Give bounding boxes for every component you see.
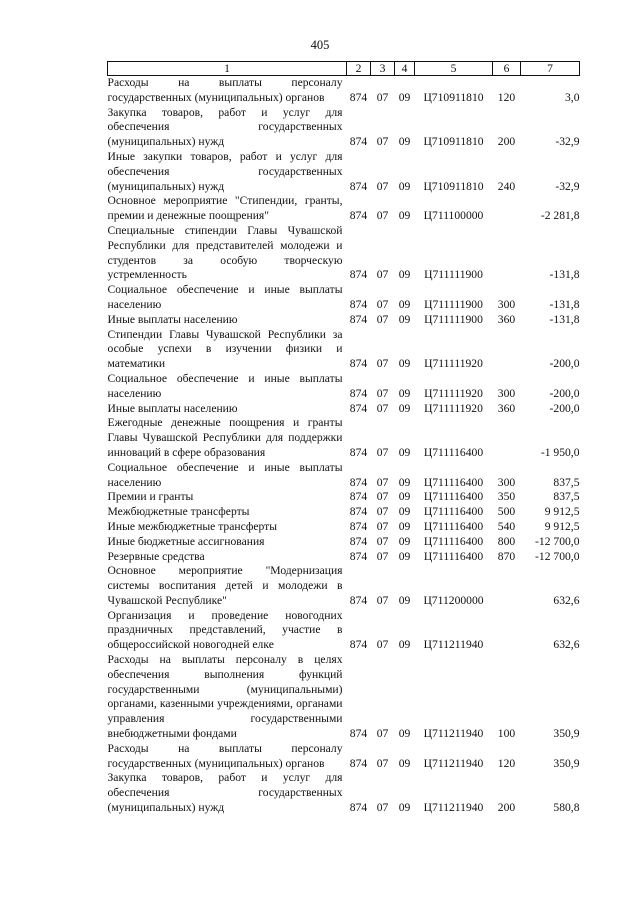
row-code-expense-type: 500 [497, 505, 516, 519]
row-amount: -200,0 [549, 386, 580, 400]
column-header-2: 2 [347, 62, 371, 76]
row-code-target: Ц711211940 [423, 727, 484, 741]
table-row [108, 771, 580, 815]
row-code-ministry: 874 [349, 357, 368, 371]
table-row [108, 106, 580, 150]
row-code-ministry: 874 [349, 505, 368, 519]
row-name: Социальное обеспечение и иные выплаты населению [107, 283, 343, 311]
row-code-subsection: 09 [398, 519, 411, 533]
row-code-subsection: 09 [398, 179, 411, 193]
row-amount: 837,5 [553, 475, 580, 489]
table-row [108, 150, 580, 194]
row-amount: 9 912,5 [544, 505, 580, 519]
row-code-expense-type [493, 328, 521, 372]
row-code-target: Ц711211940 [423, 756, 484, 770]
row-code-subsection: 09 [398, 534, 411, 548]
row-code-expense-type: 350 [497, 490, 516, 504]
row-code-section: 07 [376, 638, 389, 652]
row-name: Стипендии Главы Чувашской Республики за особые успехи в изучении физики и математики [107, 327, 343, 371]
row-amount: -200,0 [549, 401, 580, 415]
row-code-target: Ц711116400 [423, 534, 484, 548]
row-amount: -131,8 [549, 297, 580, 311]
row-code-target: Ц711111900 [424, 297, 483, 311]
row-amount: -32,9 [555, 135, 580, 149]
row-code-subsection: 09 [398, 209, 411, 223]
table-row [108, 194, 580, 224]
row-name: Иные закупки товаров, работ и услуг для обеспечения государственных (муниципальных) нужд [107, 149, 343, 193]
row-name: Социальное обеспечение и иные выплаты населению [107, 460, 343, 489]
row-code-target: Ц711116400 [423, 475, 484, 489]
row-code-subsection: 09 [398, 727, 411, 741]
row-code-target: Ц710911810 [423, 179, 484, 193]
row-code-target: Ц711111920 [424, 386, 483, 400]
row-code-ministry: 874 [349, 756, 368, 770]
row-name: Основное мероприятие "Стипендии, гранты, премии и денежные поощрения" [107, 194, 343, 223]
row-amount: 837,5 [553, 490, 580, 504]
row-name: Расходы на выплаты персоналу государственных (муниципальных) органов [107, 741, 343, 770]
row-code-subsection: 09 [398, 445, 411, 459]
row-code-subsection: 09 [398, 593, 411, 607]
row-code-section: 07 [376, 534, 389, 548]
row-code-subsection: 09 [398, 505, 411, 519]
row-code-target: Ц711111920 [424, 357, 483, 371]
row-code-section: 07 [376, 475, 389, 489]
table-row [108, 461, 580, 491]
row-name: Организация и проведение новогодних праздничных представлений, участие в общероссийской новогодней елке [107, 608, 343, 652]
table-row [108, 283, 580, 313]
table-row [108, 402, 580, 417]
row-amount: -12 700,0 [535, 549, 580, 563]
row-code-subsection: 09 [398, 297, 411, 311]
row-name: Межбюджетные трансферты [107, 505, 250, 519]
row-code-section: 07 [376, 505, 389, 519]
row-code-section: 07 [376, 90, 389, 104]
row-code-section: 07 [376, 135, 389, 149]
row-code-ministry: 874 [349, 638, 368, 652]
budget-table [107, 61, 580, 816]
table-row [108, 224, 580, 283]
row-name: Иные выплаты населению [107, 312, 238, 326]
row-code-target: Ц711116400 [423, 519, 484, 533]
row-code-section: 07 [376, 801, 389, 815]
row-name: Закупка товаров, работ и услуг для обеспечения государственных (муниципальных) нужд [107, 105, 343, 149]
row-code-target: Ц710911810 [423, 135, 484, 149]
row-code-subsection: 09 [398, 475, 411, 489]
row-code-target: Ц711116400 [423, 505, 484, 519]
row-name: Иные бюджетные ассигнования [107, 534, 265, 548]
row-code-section: 07 [376, 386, 389, 400]
row-code-ministry: 874 [349, 475, 368, 489]
row-code-ministry: 874 [349, 593, 368, 607]
table-row [108, 505, 580, 520]
row-code-ministry: 874 [349, 386, 368, 400]
column-header-4: 4 [395, 62, 415, 76]
row-code-subsection: 09 [398, 638, 411, 652]
row-code-target: Ц711211940 [423, 801, 484, 815]
table-row [108, 564, 580, 608]
row-code-section: 07 [376, 519, 389, 533]
row-code-ministry: 874 [349, 445, 368, 459]
table-row [108, 313, 580, 328]
row-code-expense-type: 870 [497, 549, 516, 563]
table-row [108, 416, 580, 460]
row-code-subsection: 09 [398, 90, 411, 104]
table-row [108, 742, 580, 772]
row-code-expense-type: 300 [497, 475, 516, 489]
row-code-target: Ц711111920 [424, 401, 483, 415]
row-code-ministry: 874 [349, 534, 368, 548]
row-amount: -131,8 [549, 312, 580, 326]
row-code-section: 07 [376, 297, 389, 311]
row-name: Иные выплаты населению [107, 401, 238, 415]
column-header-7: 7 [521, 62, 580, 76]
row-code-expense-type: 360 [497, 401, 516, 415]
row-code-target: Ц711211940 [423, 638, 484, 652]
row-code-ministry: 874 [349, 135, 368, 149]
row-amount: 350,9 [553, 727, 580, 741]
row-code-expense-type [493, 564, 521, 608]
row-code-expense-type [493, 609, 521, 653]
row-name: Ежегодные денежные поощрения и гранты Главы Чувашской Республики для поддержки инноваций в сфере образования [107, 416, 343, 459]
table-row [108, 535, 580, 550]
table-row [108, 550, 580, 565]
row-code-ministry: 874 [349, 312, 368, 326]
row-code-target: Ц710911810 [423, 90, 484, 104]
row-code-ministry: 874 [349, 801, 368, 815]
table-row [108, 372, 580, 402]
row-code-subsection: 09 [398, 549, 411, 563]
row-code-subsection: 09 [398, 312, 411, 326]
row-code-section: 07 [376, 445, 389, 459]
row-code-subsection: 09 [398, 135, 411, 149]
row-name: Иные межбюджетные трансферты [107, 519, 278, 533]
row-amount: 632,6 [553, 638, 580, 652]
row-code-ministry: 874 [349, 490, 368, 504]
table-row [108, 490, 580, 505]
row-code-subsection: 09 [398, 386, 411, 400]
row-amount: 580,8 [553, 801, 580, 815]
table-body [108, 76, 580, 816]
row-code-section: 07 [376, 593, 389, 607]
row-code-section: 07 [376, 490, 389, 504]
row-code-expense-type: 200 [497, 801, 516, 815]
row-code-expense-type: 240 [497, 179, 516, 193]
page-number: 405 [310, 38, 330, 52]
row-code-target: Ц711100000 [423, 209, 484, 223]
row-code-section: 07 [376, 357, 389, 371]
row-amount: 9 912,5 [544, 519, 580, 533]
row-code-subsection: 09 [398, 401, 411, 415]
row-code-ministry: 874 [349, 401, 368, 415]
row-code-ministry: 874 [349, 297, 368, 311]
row-code-ministry: 874 [349, 209, 368, 223]
row-code-expense-type: 100 [497, 727, 516, 741]
row-code-section: 07 [376, 312, 389, 326]
row-code-section: 07 [376, 756, 389, 770]
row-amount: 3,0 [565, 90, 580, 104]
table-row [108, 653, 580, 742]
row-code-section: 07 [376, 268, 389, 282]
column-header-1: 1 [108, 62, 347, 76]
row-name: Расходы на выплаты персоналу государственных (муниципальных) органов [107, 76, 343, 104]
row-amount: -1 950,0 [540, 445, 580, 459]
row-code-section: 07 [376, 401, 389, 415]
row-name: Социальное обеспечение и иные выплаты населению [107, 371, 343, 400]
row-amount: -2 281,8 [540, 209, 580, 223]
row-code-subsection: 09 [398, 490, 411, 504]
row-code-subsection: 09 [398, 268, 411, 282]
row-amount: -200,0 [549, 357, 580, 371]
row-code-expense-type: 120 [497, 756, 516, 770]
row-code-expense-type: 300 [497, 297, 516, 311]
row-code-expense-type [493, 194, 521, 224]
row-code-subsection: 09 [398, 357, 411, 371]
row-code-expense-type: 300 [497, 386, 516, 400]
row-code-ministry: 874 [349, 90, 368, 104]
row-code-expense-type: 800 [497, 534, 516, 548]
column-header-5: 5 [415, 62, 493, 76]
column-header-6: 6 [493, 62, 521, 76]
row-code-target: Ц711111900 [424, 268, 483, 282]
row-name: Закупка товаров, работ и услуг для обеспечения государственных (муниципальных) нужд [107, 771, 343, 815]
row-code-ministry: 874 [349, 727, 368, 741]
table-row [108, 328, 580, 372]
row-name: Основное мероприятие "Модернизация системы воспитания детей и молодежи в Чувашской Республике" [107, 564, 343, 607]
header-row [108, 62, 580, 76]
row-code-target: Ц711111900 [424, 312, 483, 326]
row-amount: 632,6 [553, 593, 580, 607]
row-code-section: 07 [376, 209, 389, 223]
row-amount: -32,9 [555, 179, 580, 193]
table-row [108, 520, 580, 535]
row-code-expense-type: 120 [497, 90, 516, 104]
row-code-expense-type: 200 [497, 135, 516, 149]
row-name: Резервные средства [107, 549, 205, 563]
row-name: Премии и гранты [107, 490, 194, 504]
row-amount: 350,9 [553, 756, 580, 770]
row-code-section: 07 [376, 549, 389, 563]
row-code-section: 07 [376, 727, 389, 741]
row-code-expense-type [493, 416, 521, 460]
row-amount: -12 700,0 [535, 534, 580, 548]
table-header [108, 62, 580, 76]
column-header-3: 3 [371, 62, 395, 76]
row-code-target: Ц711200000 [423, 593, 484, 607]
row-code-expense-type: 540 [497, 519, 516, 533]
row-name: Специальные стипендии Главы Чувашской Республики для представителей молодежи и студентов за особую творческую устремленность [107, 223, 343, 282]
row-code-target: Ц711116400 [423, 490, 484, 504]
row-code-subsection: 09 [398, 801, 411, 815]
row-name: Расходы на выплаты персоналу в целях обеспечения выполнения функций государственными (муниципальными) органами, казенными учреждениями, органами управления государственными внебюджетными фондами [107, 653, 343, 741]
row-code-section: 07 [376, 179, 389, 193]
row-amount: -131,8 [549, 268, 580, 282]
row-code-target: Ц711116400 [423, 549, 484, 563]
table-row [108, 609, 580, 653]
row-code-subsection: 09 [398, 756, 411, 770]
row-code-expense-type: 360 [497, 312, 516, 326]
row-code-target: Ц711116400 [423, 445, 484, 459]
row-code-ministry: 874 [349, 519, 368, 533]
row-code-ministry: 874 [349, 179, 368, 193]
table-row [108, 76, 580, 106]
row-code-ministry: 874 [349, 268, 368, 282]
row-code-expense-type [493, 224, 521, 283]
row-code-ministry: 874 [349, 549, 368, 563]
